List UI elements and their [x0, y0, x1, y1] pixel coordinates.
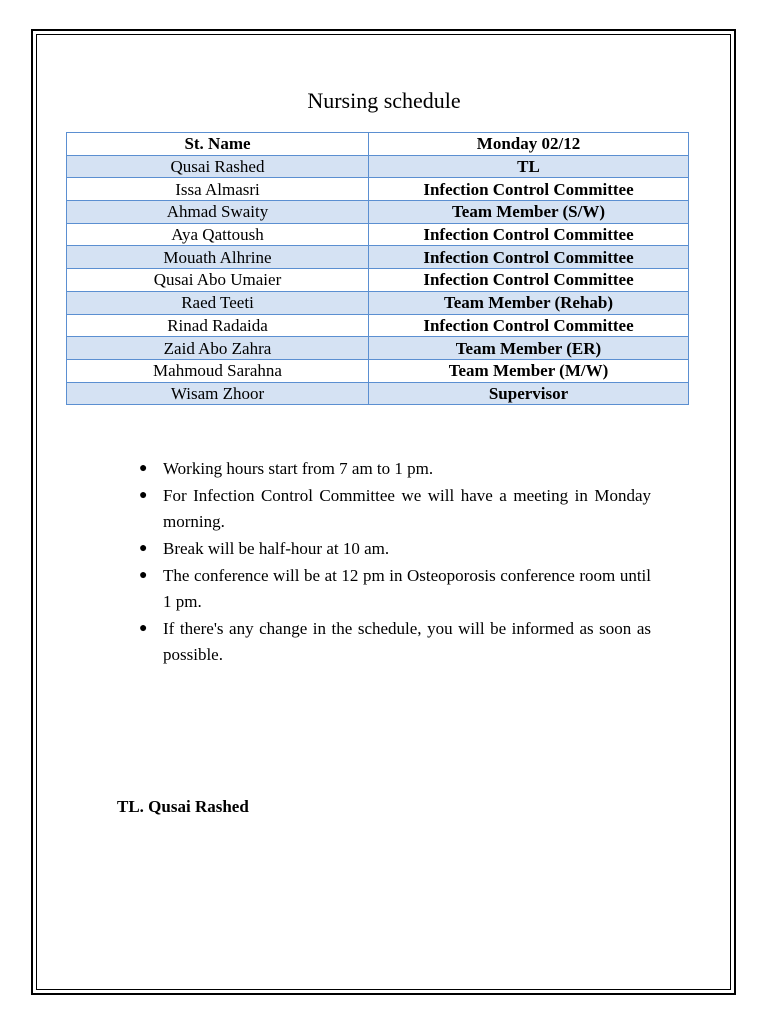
table-row — [67, 359, 689, 382]
table-header-row — [67, 133, 689, 156]
bullet-icon: ● — [139, 541, 148, 556]
duty-cell: Supervisor — [369, 382, 689, 405]
student-name-cell: Qusai Abo Umaier — [67, 269, 369, 292]
table-row — [67, 314, 689, 337]
student-name-cell: Wisam Zhoor — [67, 382, 369, 405]
note-text: Break will be half-hour at 10 am. — [163, 539, 390, 558]
header-student-name: St. Name — [67, 133, 369, 156]
duty-cell: TL — [369, 155, 689, 178]
bullet-icon: ● — [139, 488, 148, 503]
note-item — [133, 563, 651, 615]
note-item — [133, 536, 651, 562]
table-row — [67, 201, 689, 224]
student-name-cell: Issa Almasri — [67, 178, 369, 201]
student-name-cell: Mahmoud Sarahna — [67, 359, 369, 382]
note-text: The conference will be at 12 pm in Osteoporosis conference room until 1 pm. — [163, 566, 651, 611]
schedule-table — [66, 132, 689, 405]
duty-cell: Infection Control Committee — [369, 269, 689, 292]
table-row — [67, 382, 689, 405]
bullet-icon: ● — [139, 568, 148, 583]
student-name-cell: Zaid Abo Zahra — [67, 337, 369, 360]
duty-cell: Infection Control Committee — [369, 314, 689, 337]
note-text: Working hours start from 7 am to 1 pm. — [163, 459, 434, 478]
table-row — [67, 246, 689, 269]
duty-cell: Infection Control Committee — [369, 178, 689, 201]
signature: TL. Qusai Rashed — [117, 797, 249, 816]
duty-cell: Team Member (S/W) — [369, 201, 689, 224]
student-name-cell: Mouath Alhrine — [67, 246, 369, 269]
note-item — [133, 456, 651, 482]
duty-cell: Infection Control Committee — [369, 246, 689, 269]
student-name-cell: Qusai Rashed — [67, 155, 369, 178]
table-row — [67, 155, 689, 178]
table-row — [67, 337, 689, 360]
header-monday: Monday 02/12 — [369, 133, 689, 156]
notes-list — [133, 456, 651, 669]
duty-cell: Team Member (Rehab) — [369, 291, 689, 314]
document-title: Nursing schedule — [307, 88, 461, 113]
bullet-icon: ● — [139, 461, 148, 476]
table-row — [67, 269, 689, 292]
note-item — [133, 616, 651, 668]
note-item — [133, 483, 651, 535]
duty-cell: Team Member (M/W) — [369, 359, 689, 382]
note-text: If there's any change in the schedule, you will be informed as soon as possible. — [163, 619, 651, 664]
bullet-icon: ● — [139, 621, 148, 636]
note-text: For Infection Control Committee we will have a meeting in Monday morning. — [163, 486, 651, 531]
duty-cell: Infection Control Committee — [369, 223, 689, 246]
student-name-cell: Ahmad Swaity — [67, 201, 369, 224]
table-row — [67, 223, 689, 246]
duty-cell: Team Member (ER) — [369, 337, 689, 360]
student-name-cell: Aya Qattoush — [67, 223, 369, 246]
student-name-cell: Raed Teeti — [67, 291, 369, 314]
table-row — [67, 291, 689, 314]
student-name-cell: Rinad Radaida — [67, 314, 369, 337]
table-row — [67, 178, 689, 201]
